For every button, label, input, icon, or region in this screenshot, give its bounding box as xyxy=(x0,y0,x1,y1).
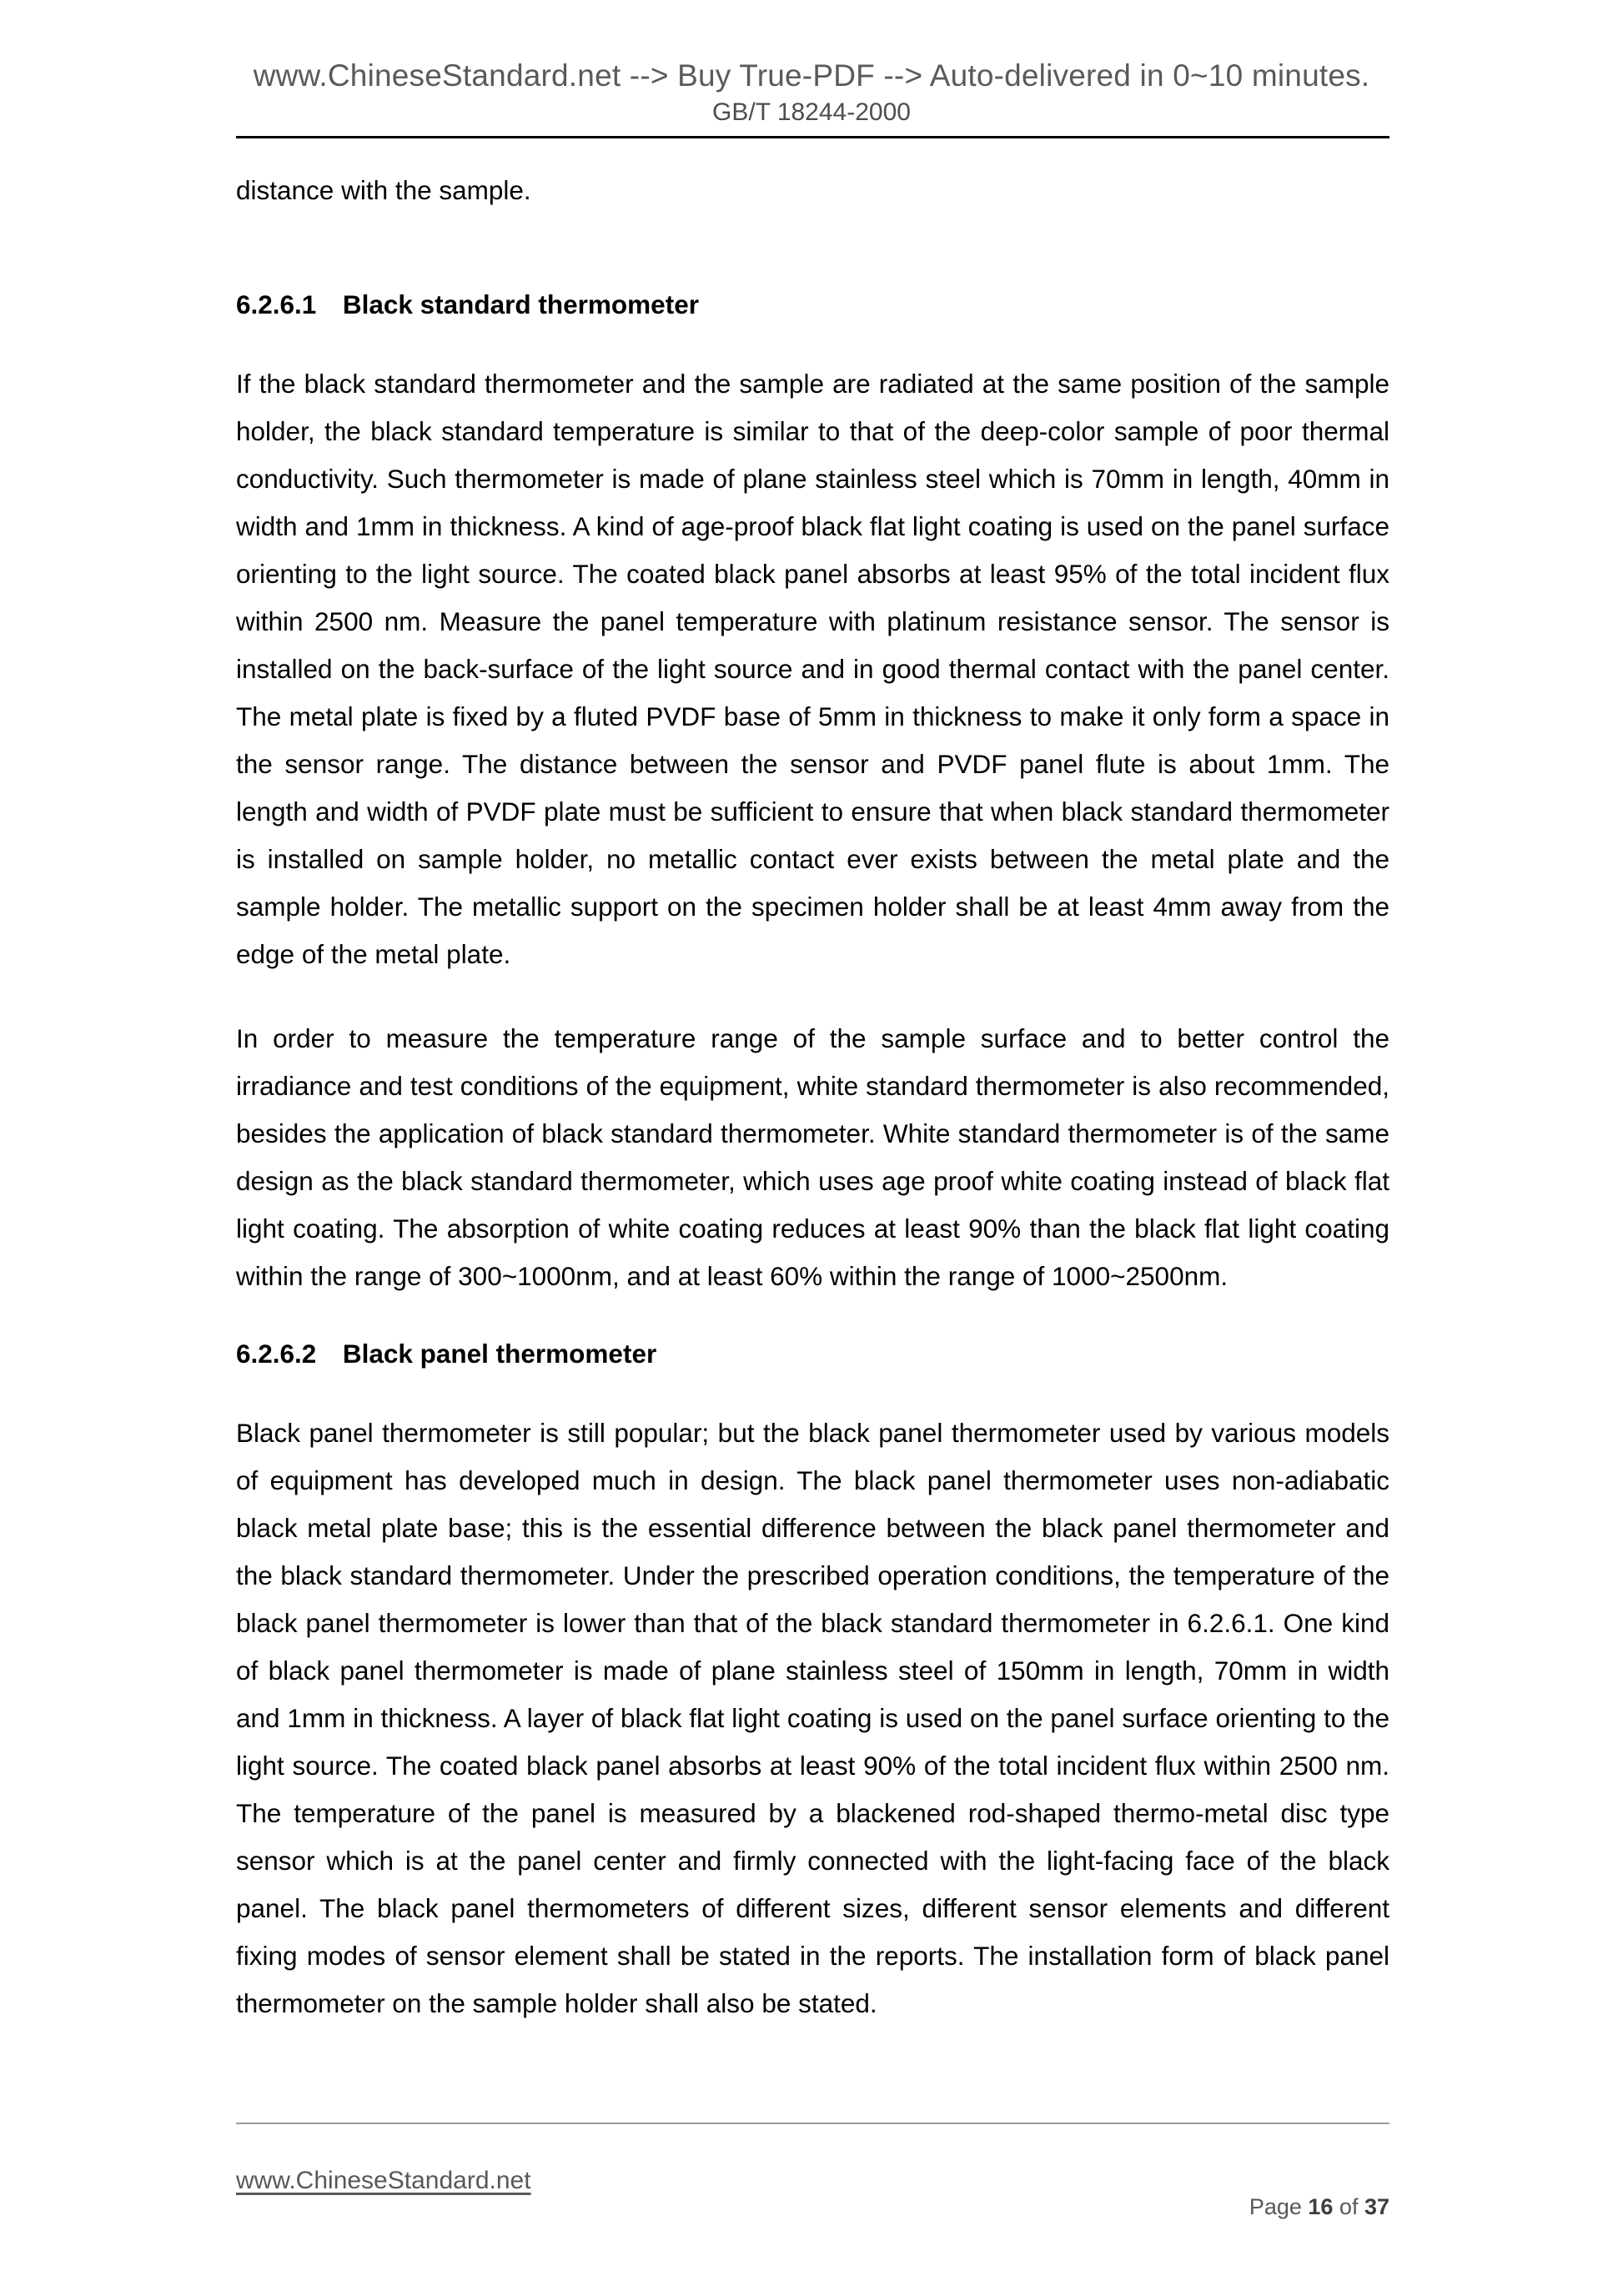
footer-divider xyxy=(236,2123,1389,2124)
section-6-2-6-1-paragraph-2: In order to measure the temperature range of the sample surface and to better control the irradiance and test conditions of the equipment, white standard thermometer is also recommended, besides the application of black standard thermometer. White standard thermometer is of the same design as the black standard thermometer, which uses age proof white coating instead of black flat light coating. The absorption of white coating reduces at least 90% than the black flat light coating within the range of 300~1000nm, and at least 60% within the range of 1000~2500nm. xyxy=(236,1023,1389,1291)
section-heading-6-2-6-1: 6.2.6.1 Black standard thermometer xyxy=(236,289,699,319)
section-6-2-6-2-paragraph-1: Black panel thermometer is still popular; but the black panel thermometer used by various models of equipment has developed much in design. The black panel thermometer uses non-adiabatic black metal plate base; this is the essential difference between the black panel thermometer and the black standard thermometer. Under the prescribed operation conditions, the temperature of the black panel thermometer is lower than that of the black standard thermometer in 6.2.6.1. One kind of black panel thermometer is made of plane stainless steel of 150mm in length, 70mm in width and 1mm in thickness. A layer of black flat light coating is used on the panel surface orienting to the light source. The coated black panel absorbs at least 90% of the total incident flux within 2500 nm. The temperature of the panel is measured by a blackened rod-shaped thermo-metal disc type sensor which is at the panel center and firmly connected with the light-facing face of the black panel. The black panel thermometers of different sizes, different sensor elements and different fixing modes of sensor element shall be stated in the reports. The installation form of black panel thermometer on the sample holder shall also be stated. xyxy=(236,1418,1389,2018)
footer-site-link[interactable]: www.ChineseStandard.net xyxy=(236,2167,531,2194)
spacer xyxy=(236,251,1389,289)
spacer xyxy=(236,1369,1389,1409)
page-label-middle: of xyxy=(1333,2194,1364,2219)
intro-paragraph: distance with the sample. xyxy=(236,175,531,205)
page-current: 16 xyxy=(1308,2194,1334,2219)
spacer xyxy=(236,320,1389,360)
page-label-prefix: Page xyxy=(1249,2194,1309,2219)
document-body xyxy=(236,167,1389,2027)
page-footer xyxy=(236,2167,1389,2246)
page-number-indicator xyxy=(1212,2168,1389,2246)
section-heading-6-2-6-2: 6.2.6.2 Black panel thermometer xyxy=(236,1339,657,1369)
page-total: 37 xyxy=(1364,2194,1389,2219)
standard-number: GB/T 18244-2000 xyxy=(712,98,911,126)
section-6-2-6-1-paragraph-1: If the black standard thermometer and the sample are radiated at the same position of the sample holder, the black standard temperature is similar to that of the deep-color sample of poor thermal conductivity. Such thermometer is made of plane stainless steel which is 70mm in length, 40mm in width and 1mm in thickness. A kind of age-proof black flat light coating is used on the panel surface orienting to the light source. The coated black panel absorbs at least 95% of the total incident flux within 2500 nm. Measure the panel temperature with platinum resistance sensor. The sensor is installed on the back-surface of the light source and in good thermal contact with the panel center. The metal plate is fixed by a fluted PVDF base of 5mm in thickness to make it only form a space in the sensor range. The distance between the sensor and PVDF panel flute is about 1mm. The length and width of PVDF plate must be sufficient to ensure that when black standard thermometer is installed on sample holder, no metallic contact ever exists between the metal plate and the sample holder. The metallic support on the specimen holder shall be at least 4mm away from the edge of the metal plate. xyxy=(236,369,1389,969)
spacer xyxy=(236,1300,1389,1339)
promo-header-text: www.ChineseStandard.net --> Buy True-PDF --> Auto-delivered in 0~10 minutes. xyxy=(253,58,1370,93)
header-divider xyxy=(236,136,1389,138)
